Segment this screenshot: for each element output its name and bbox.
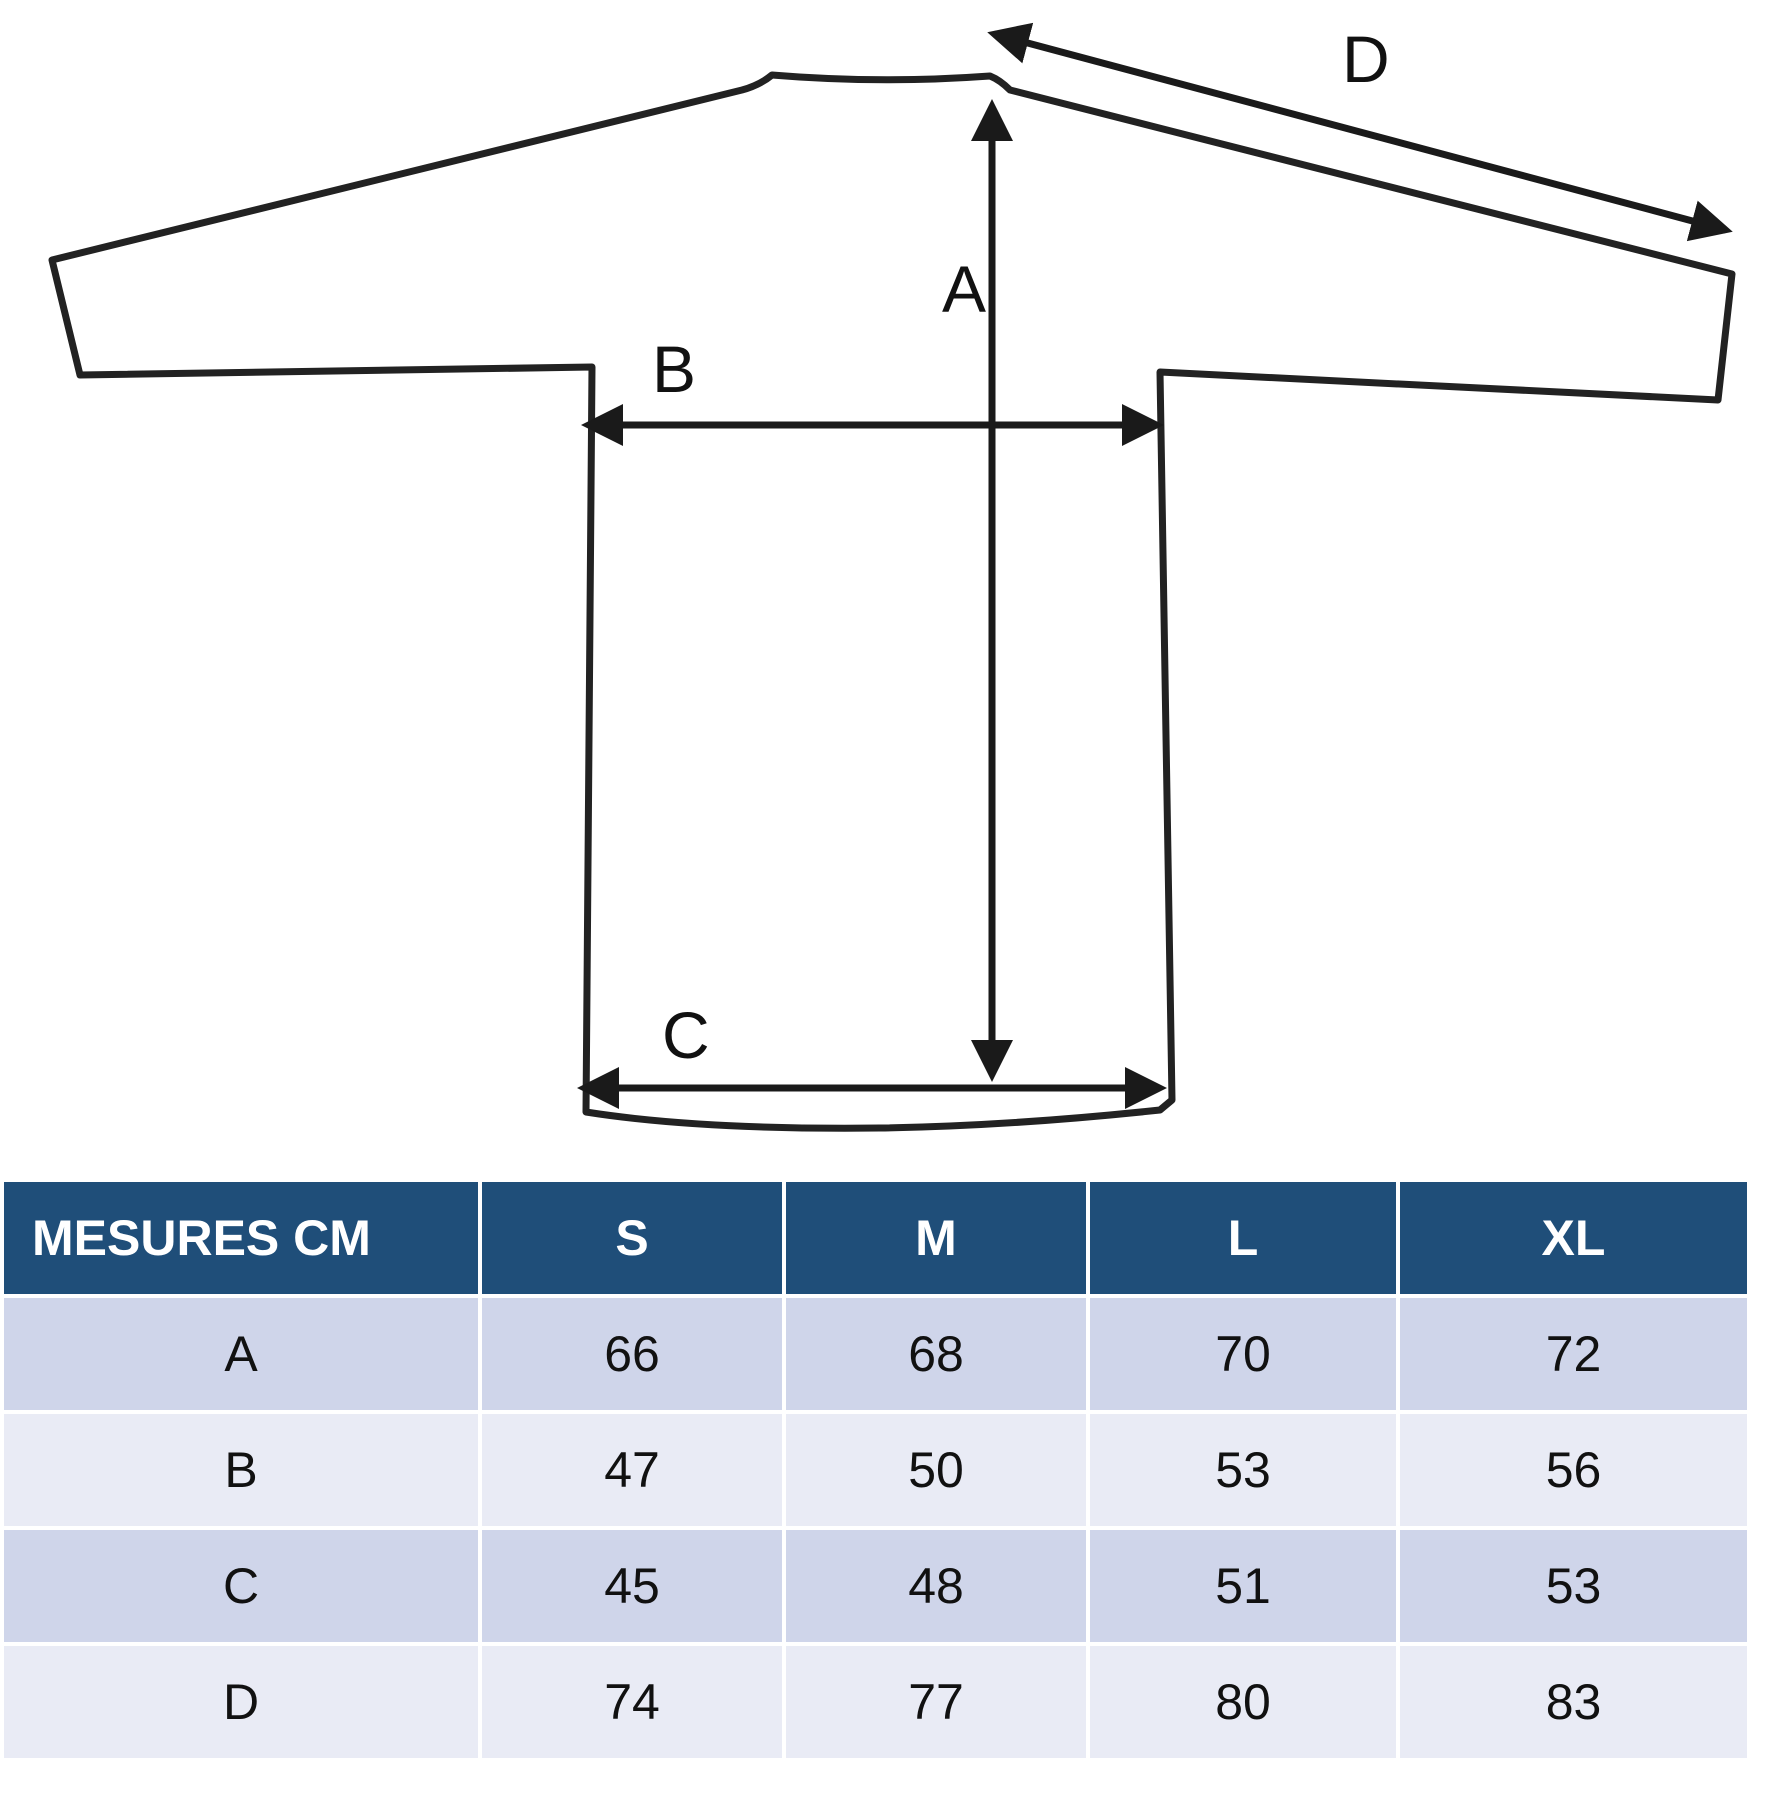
table-cell: 50 (786, 1414, 1086, 1526)
table-row (4, 1298, 1747, 1410)
table-cell: 68 (786, 1298, 1086, 1410)
table-cell: 77 (786, 1646, 1086, 1758)
header-measures: MESURES CM (4, 1182, 478, 1294)
row-label: A (4, 1298, 478, 1410)
header-size-l: L (1090, 1182, 1396, 1294)
table-cell: 53 (1090, 1414, 1396, 1526)
table-cell: 83 (1400, 1646, 1747, 1758)
table-cell: 80 (1090, 1646, 1396, 1758)
table-cell: 53 (1400, 1530, 1747, 1642)
table-row (4, 1530, 1747, 1642)
table-cell: 51 (1090, 1530, 1396, 1642)
table-cell: 72 (1400, 1298, 1747, 1410)
label-d: D (1342, 22, 1390, 96)
shirt-outline (52, 75, 1732, 1128)
table-row (4, 1646, 1747, 1758)
label-b: B (652, 332, 697, 406)
header-size-m: M (786, 1182, 1086, 1294)
row-label: C (4, 1530, 478, 1642)
table-cell: 56 (1400, 1414, 1747, 1526)
table-cell: 70 (1090, 1298, 1396, 1410)
table-cell: 48 (786, 1530, 1086, 1642)
header-size-xl: XL (1400, 1182, 1747, 1294)
table-cell: 47 (482, 1414, 782, 1526)
table-cell: 66 (482, 1298, 782, 1410)
row-label: D (4, 1646, 478, 1758)
label-a: A (942, 252, 987, 326)
table-header-row (4, 1182, 1747, 1294)
size-chart-table (0, 1178, 1751, 1762)
table-row (4, 1414, 1747, 1526)
table-cell: 74 (482, 1646, 782, 1758)
table-cell: 45 (482, 1530, 782, 1642)
header-size-s: S (482, 1182, 782, 1294)
label-c: C (662, 998, 710, 1072)
row-label: B (4, 1414, 478, 1526)
